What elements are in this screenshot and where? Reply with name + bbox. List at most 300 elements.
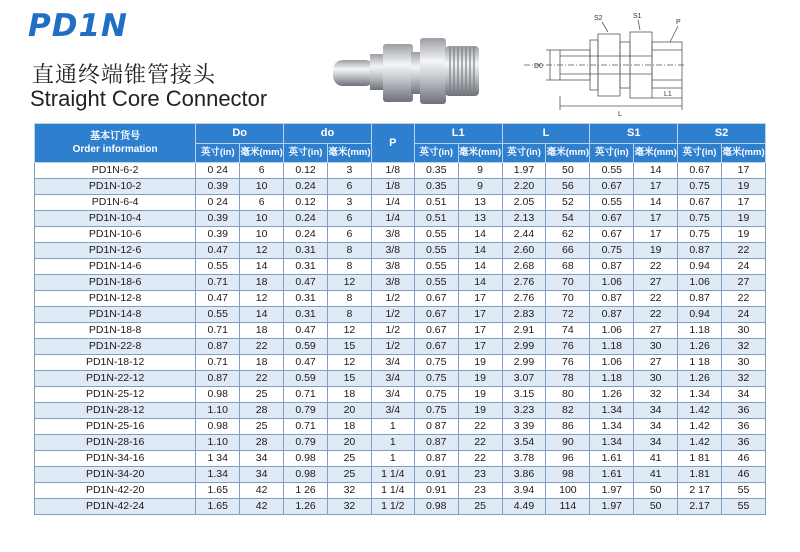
table-cell: 46 bbox=[722, 451, 766, 467]
table-cell: 13 bbox=[458, 211, 502, 227]
table-row bbox=[35, 323, 766, 339]
unit-mm: 毫米(mm) bbox=[722, 144, 766, 163]
table-cell: 3.94 bbox=[502, 483, 546, 499]
table-cell: 27 bbox=[634, 275, 678, 291]
table-cell: 3/8 bbox=[371, 259, 414, 275]
table-cell: 0.87 bbox=[678, 291, 722, 307]
table-cell: 0.87 bbox=[590, 291, 634, 307]
table-cell: 12 bbox=[240, 243, 284, 259]
table-cell: 2.17 bbox=[678, 499, 722, 515]
table-cell: 0.67 bbox=[414, 291, 458, 307]
table-cell: 76 bbox=[546, 355, 590, 371]
table-cell: 3/4 bbox=[371, 355, 414, 371]
table-cell: 1 bbox=[371, 435, 414, 451]
table-row bbox=[35, 403, 766, 419]
table-cell: 3 39 bbox=[502, 419, 546, 435]
table-cell: 74 bbox=[546, 323, 590, 339]
spec-table-body bbox=[35, 163, 766, 515]
table-cell: 28 bbox=[240, 435, 284, 451]
table-cell: 0.12 bbox=[284, 195, 328, 211]
table-row bbox=[35, 227, 766, 243]
table-cell: 17 bbox=[722, 163, 766, 179]
table-cell: 54 bbox=[546, 211, 590, 227]
table-cell: 1.26 bbox=[678, 371, 722, 387]
unit-mm: 毫米(mm) bbox=[634, 144, 678, 163]
table-cell: 0.55 bbox=[414, 259, 458, 275]
table-cell: 0.98 bbox=[196, 419, 240, 435]
table-cell: 1.18 bbox=[590, 371, 634, 387]
table-cell: 0.12 bbox=[284, 163, 328, 179]
table-cell: 1.81 bbox=[678, 467, 722, 483]
unit-mm: 毫米(mm) bbox=[458, 144, 502, 163]
order-info-cn: 基本订货号 bbox=[90, 131, 141, 142]
table-cell: 22 bbox=[634, 291, 678, 307]
table-cell: 2.44 bbox=[502, 227, 546, 243]
table-row bbox=[35, 291, 766, 307]
table-cell: 2.99 bbox=[502, 339, 546, 355]
table-row bbox=[35, 179, 766, 195]
table-cell: 30 bbox=[634, 371, 678, 387]
table-cell: 14 bbox=[634, 195, 678, 211]
product-title: PD1N bbox=[28, 8, 128, 44]
table-cell: 32 bbox=[327, 483, 371, 499]
table-cell: 0.71 bbox=[284, 419, 328, 435]
table-cell: 23 bbox=[458, 467, 502, 483]
table-cell: 8 bbox=[327, 291, 371, 307]
table-cell: 100 bbox=[546, 483, 590, 499]
table-cell: 19 bbox=[722, 179, 766, 195]
table-cell: 22 bbox=[634, 259, 678, 275]
table-cell: 1.34 bbox=[590, 435, 634, 451]
table-cell: 14 bbox=[458, 243, 502, 259]
table-cell: 12 bbox=[240, 291, 284, 307]
unit-in: 英寸(in) bbox=[590, 144, 634, 163]
table-cell: 0.51 bbox=[414, 195, 458, 211]
table-cell: 2.99 bbox=[502, 355, 546, 371]
table-cell: 22 bbox=[722, 243, 766, 259]
table-cell: 3/8 bbox=[371, 227, 414, 243]
table-cell: 15 bbox=[327, 339, 371, 355]
table-cell: 24 bbox=[722, 307, 766, 323]
table-cell: 36 bbox=[722, 435, 766, 451]
table-cell: 17 bbox=[458, 307, 502, 323]
table-cell: 28 bbox=[240, 403, 284, 419]
order-number-cell: PD1N-25-12 bbox=[35, 387, 196, 403]
table-row bbox=[35, 451, 766, 467]
table-cell: 27 bbox=[634, 355, 678, 371]
header-p: P bbox=[371, 124, 414, 163]
table-cell: 1.65 bbox=[196, 499, 240, 515]
table-cell: 0.91 bbox=[414, 483, 458, 499]
table-cell: 42 bbox=[240, 483, 284, 499]
table-cell: 0.31 bbox=[284, 307, 328, 323]
table-cell: 22 bbox=[458, 451, 502, 467]
table-cell: 0.67 bbox=[590, 179, 634, 195]
product-name-en: Straight Core Connector bbox=[30, 86, 268, 111]
order-number-cell: PD1N-34-20 bbox=[35, 467, 196, 483]
table-cell: 50 bbox=[634, 483, 678, 499]
table-cell: 1.26 bbox=[284, 499, 328, 515]
table-cell: 96 bbox=[546, 451, 590, 467]
table-cell: 0.98 bbox=[284, 467, 328, 483]
table-cell: 0.47 bbox=[196, 243, 240, 259]
order-number-cell: PD1N-10-2 bbox=[35, 179, 196, 195]
table-cell: 1 1/2 bbox=[371, 499, 414, 515]
table-cell: 22 bbox=[240, 339, 284, 355]
table-row bbox=[35, 259, 766, 275]
table-cell: 2 17 bbox=[678, 483, 722, 499]
table-cell: 0.35 bbox=[414, 163, 458, 179]
table-cell: 82 bbox=[546, 403, 590, 419]
table-cell: 13 bbox=[458, 195, 502, 211]
table-cell: 1 26 bbox=[284, 483, 328, 499]
table-cell: 41 bbox=[634, 451, 678, 467]
order-number-cell: PD1N-28-16 bbox=[35, 435, 196, 451]
table-cell: 1.42 bbox=[678, 403, 722, 419]
table-cell: 3.23 bbox=[502, 403, 546, 419]
table-cell: 1 bbox=[371, 451, 414, 467]
table-cell: 8 bbox=[327, 307, 371, 323]
table-cell: 15 bbox=[327, 371, 371, 387]
order-number-cell: PD1N-10-6 bbox=[35, 227, 196, 243]
table-cell: 18 bbox=[240, 355, 284, 371]
order-number-cell: PD1N-18-8 bbox=[35, 323, 196, 339]
table-cell: 0.98 bbox=[196, 387, 240, 403]
table-row bbox=[35, 195, 766, 211]
label-l1: L1 bbox=[664, 91, 672, 98]
table-cell: 14 bbox=[458, 259, 502, 275]
table-cell: 0.59 bbox=[284, 339, 328, 355]
table-cell: 17 bbox=[458, 291, 502, 307]
unit-in: 英寸(in) bbox=[414, 144, 458, 163]
table-cell: 3/4 bbox=[371, 387, 414, 403]
table-cell: 78 bbox=[546, 371, 590, 387]
table-cell: 0.75 bbox=[414, 387, 458, 403]
table-cell: 0.67 bbox=[590, 227, 634, 243]
table-cell: 0.79 bbox=[284, 435, 328, 451]
table-cell: 62 bbox=[546, 227, 590, 243]
table-cell: 30 bbox=[722, 323, 766, 339]
table-cell: 14 bbox=[458, 227, 502, 243]
table-cell: 2.20 bbox=[502, 179, 546, 195]
table-cell: 0.55 bbox=[414, 275, 458, 291]
table-cell: 0.75 bbox=[414, 403, 458, 419]
table-cell: 25 bbox=[327, 451, 371, 467]
table-cell: 1.42 bbox=[678, 419, 722, 435]
label-p: P bbox=[676, 19, 681, 26]
table-cell: 34 bbox=[722, 387, 766, 403]
table-cell: 1.65 bbox=[196, 483, 240, 499]
table-cell: 0.39 bbox=[196, 179, 240, 195]
table-cell: 0.75 bbox=[678, 211, 722, 227]
unit-in: 英寸(in) bbox=[502, 144, 546, 163]
table-cell: 1.34 bbox=[196, 467, 240, 483]
table-cell: 50 bbox=[634, 499, 678, 515]
order-number-cell: PD1N-42-20 bbox=[35, 483, 196, 499]
table-cell: 0.67 bbox=[414, 323, 458, 339]
table-cell: 0.24 bbox=[284, 179, 328, 195]
table-cell: 0 24 bbox=[196, 163, 240, 179]
connector-photo bbox=[325, 22, 485, 112]
table-cell: 17 bbox=[458, 323, 502, 339]
unit-mm: 毫米(mm) bbox=[240, 144, 284, 163]
header-s1: S1 bbox=[590, 124, 678, 144]
unit-in: 英寸(in) bbox=[678, 144, 722, 163]
table-cell: 1 34 bbox=[196, 451, 240, 467]
table-cell: 0.75 bbox=[590, 243, 634, 259]
table-cell: 20 bbox=[327, 403, 371, 419]
table-cell: 0.67 bbox=[678, 195, 722, 211]
table-cell: 6 bbox=[240, 195, 284, 211]
table-cell: 0.51 bbox=[414, 211, 458, 227]
table-cell: 86 bbox=[546, 419, 590, 435]
table-cell: 0.55 bbox=[590, 195, 634, 211]
table-cell: 6 bbox=[240, 163, 284, 179]
table-cell: 0.87 bbox=[196, 339, 240, 355]
table-cell: 25 bbox=[458, 499, 502, 515]
header-l: L bbox=[502, 124, 590, 144]
table-cell: 41 bbox=[634, 467, 678, 483]
table-cell: 32 bbox=[722, 339, 766, 355]
table-cell: 17 bbox=[634, 211, 678, 227]
table-cell: 70 bbox=[546, 275, 590, 291]
unit-mm: 毫米(mm) bbox=[546, 144, 590, 163]
table-cell: 34 bbox=[240, 467, 284, 483]
order-number-cell: PD1N-42-24 bbox=[35, 499, 196, 515]
table-cell: 19 bbox=[458, 371, 502, 387]
table-cell: 9 bbox=[458, 179, 502, 195]
table-cell: 12 bbox=[327, 275, 371, 291]
table-cell: 34 bbox=[634, 403, 678, 419]
table-row bbox=[35, 275, 766, 291]
table-cell: 1.42 bbox=[678, 435, 722, 451]
table-cell: 34 bbox=[634, 435, 678, 451]
table-cell: 18 bbox=[240, 323, 284, 339]
table-cell: 30 bbox=[634, 339, 678, 355]
table-cell: 6 bbox=[327, 179, 371, 195]
product-name-cn: 直通终端锥管接头 bbox=[32, 63, 217, 88]
table-cell: 55 bbox=[722, 499, 766, 515]
table-row bbox=[35, 499, 766, 515]
dimension-drawing bbox=[520, 10, 690, 120]
table-cell: 0.59 bbox=[284, 371, 328, 387]
order-number-cell: PD1N-6-4 bbox=[35, 195, 196, 211]
table-cell: 1.06 bbox=[678, 275, 722, 291]
table-cell: 3/8 bbox=[371, 243, 414, 259]
table-cell: 114 bbox=[546, 499, 590, 515]
table-cell: 32 bbox=[634, 387, 678, 403]
table-cell: 1.97 bbox=[590, 483, 634, 499]
table-cell: 0.87 bbox=[414, 435, 458, 451]
table-cell: 1 1/4 bbox=[371, 467, 414, 483]
table-cell: 1/8 bbox=[371, 179, 414, 195]
table-cell: 0.75 bbox=[678, 227, 722, 243]
table-cell: 32 bbox=[327, 499, 371, 515]
order-number-cell: PD1N-18-6 bbox=[35, 275, 196, 291]
table-cell: 2.05 bbox=[502, 195, 546, 211]
table-cell: 0.55 bbox=[414, 227, 458, 243]
table-cell: 90 bbox=[546, 435, 590, 451]
table-cell: 9 bbox=[458, 163, 502, 179]
table-cell: 19 bbox=[722, 211, 766, 227]
order-number-cell: PD1N-25-16 bbox=[35, 419, 196, 435]
order-number-cell: PD1N-22-8 bbox=[35, 339, 196, 355]
table-cell: 19 bbox=[634, 243, 678, 259]
order-info-en: Order information bbox=[72, 144, 158, 155]
table-cell: 2.68 bbox=[502, 259, 546, 275]
table-cell: 1 81 bbox=[678, 451, 722, 467]
table-cell: 0.75 bbox=[414, 355, 458, 371]
table-cell: 32 bbox=[722, 371, 766, 387]
label-s1: S1 bbox=[633, 13, 642, 20]
table-cell: 36 bbox=[722, 403, 766, 419]
table-cell: 1.26 bbox=[678, 339, 722, 355]
table-row bbox=[35, 355, 766, 371]
table-cell: 24 bbox=[722, 259, 766, 275]
table-cell: 22 bbox=[634, 307, 678, 323]
table-cell: 17 bbox=[634, 227, 678, 243]
unit-in: 英寸(in) bbox=[196, 144, 240, 163]
table-cell: 3.86 bbox=[502, 467, 546, 483]
table-cell: 0.87 bbox=[196, 371, 240, 387]
table-cell: 22 bbox=[722, 291, 766, 307]
table-cell: 1.18 bbox=[590, 339, 634, 355]
table-cell: 17 bbox=[634, 179, 678, 195]
table-cell: 70 bbox=[546, 291, 590, 307]
table-cell: 22 bbox=[458, 419, 502, 435]
table-cell: 22 bbox=[458, 435, 502, 451]
table-cell: 0.47 bbox=[196, 291, 240, 307]
table-cell: 14 bbox=[240, 259, 284, 275]
order-info-header bbox=[35, 124, 196, 163]
order-number-cell: PD1N-10-4 bbox=[35, 211, 196, 227]
table-cell: 0.67 bbox=[414, 339, 458, 355]
table-cell: 18 bbox=[240, 275, 284, 291]
table-cell: 22 bbox=[240, 371, 284, 387]
table-cell: 0.87 bbox=[590, 307, 634, 323]
table-cell: 27 bbox=[722, 275, 766, 291]
table-cell: 72 bbox=[546, 307, 590, 323]
table-cell: 0.55 bbox=[196, 307, 240, 323]
table-row bbox=[35, 419, 766, 435]
table-cell: 19 bbox=[458, 403, 502, 419]
unit-in: 英寸(in) bbox=[284, 144, 328, 163]
table-cell: 0.35 bbox=[414, 179, 458, 195]
table-cell: 3.07 bbox=[502, 371, 546, 387]
table-cell: 10 bbox=[240, 211, 284, 227]
order-number-cell: PD1N-28-12 bbox=[35, 403, 196, 419]
table-cell: 1.34 bbox=[590, 403, 634, 419]
table-cell: 0.55 bbox=[590, 163, 634, 179]
table-cell: 34 bbox=[634, 419, 678, 435]
table-cell: 1.10 bbox=[196, 403, 240, 419]
table-cell: 18 bbox=[327, 387, 371, 403]
unit-mm: 毫米(mm) bbox=[327, 144, 371, 163]
table-cell: 76 bbox=[546, 339, 590, 355]
order-number-cell: PD1N-22-12 bbox=[35, 371, 196, 387]
table-cell: 0.67 bbox=[590, 211, 634, 227]
table-cell: 1/4 bbox=[371, 211, 414, 227]
table-cell: 2.60 bbox=[502, 243, 546, 259]
table-row bbox=[35, 243, 766, 259]
table-cell: 1.06 bbox=[590, 275, 634, 291]
table-cell: 0.71 bbox=[196, 323, 240, 339]
table-cell: 1.97 bbox=[590, 499, 634, 515]
table-cell: 50 bbox=[546, 163, 590, 179]
table-cell: 0.94 bbox=[678, 259, 722, 275]
table-cell: 12 bbox=[327, 355, 371, 371]
table-cell: 0.71 bbox=[196, 275, 240, 291]
table-cell: 36 bbox=[722, 419, 766, 435]
table-cell: 0.87 bbox=[678, 243, 722, 259]
table-cell: 46 bbox=[722, 467, 766, 483]
table-cell: 8 bbox=[327, 243, 371, 259]
spec-table bbox=[34, 123, 766, 515]
table-cell: 17 bbox=[458, 339, 502, 355]
header-do-outer: Do bbox=[196, 124, 284, 144]
table-row bbox=[35, 163, 766, 179]
table-cell: 6 bbox=[327, 227, 371, 243]
table-cell: 19 bbox=[458, 387, 502, 403]
table-cell: 0.47 bbox=[284, 323, 328, 339]
table-cell: 0.71 bbox=[196, 355, 240, 371]
table-cell: 0.31 bbox=[284, 243, 328, 259]
table-row bbox=[35, 211, 766, 227]
order-number-cell: PD1N-12-6 bbox=[35, 243, 196, 259]
order-number-cell: PD1N-14-6 bbox=[35, 259, 196, 275]
order-number-cell: PD1N-34-16 bbox=[35, 451, 196, 467]
table-cell: 25 bbox=[327, 467, 371, 483]
table-cell: 1/4 bbox=[371, 195, 414, 211]
table-cell: 1/2 bbox=[371, 307, 414, 323]
table-row bbox=[35, 307, 766, 323]
order-number-cell: PD1N-14-8 bbox=[35, 307, 196, 323]
table-cell: 1.61 bbox=[590, 451, 634, 467]
table-cell: 20 bbox=[327, 435, 371, 451]
table-cell: 0.87 bbox=[414, 451, 458, 467]
table-cell: 25 bbox=[240, 419, 284, 435]
label-d0: D0 bbox=[534, 63, 543, 70]
table-cell: 52 bbox=[546, 195, 590, 211]
table-cell: 0.47 bbox=[284, 275, 328, 291]
table-cell: 14 bbox=[634, 163, 678, 179]
table-cell: 2.76 bbox=[502, 275, 546, 291]
table-cell: 0.71 bbox=[284, 387, 328, 403]
header-s2: S2 bbox=[678, 124, 766, 144]
table-cell: 1.34 bbox=[678, 387, 722, 403]
table-cell: 0.75 bbox=[414, 371, 458, 387]
table-cell: 10 bbox=[240, 179, 284, 195]
table-cell: 2.76 bbox=[502, 291, 546, 307]
table-cell: 0.67 bbox=[414, 307, 458, 323]
table-cell: 18 bbox=[327, 419, 371, 435]
table-cell: 3/4 bbox=[371, 403, 414, 419]
table-row bbox=[35, 467, 766, 483]
table-row bbox=[35, 371, 766, 387]
table-cell: 1 1/4 bbox=[371, 483, 414, 499]
table-cell: 14 bbox=[458, 275, 502, 291]
table-cell: 0.87 bbox=[590, 259, 634, 275]
table-cell: 1.97 bbox=[502, 163, 546, 179]
table-cell: 1.10 bbox=[196, 435, 240, 451]
table-cell: 10 bbox=[240, 227, 284, 243]
table-cell: 55 bbox=[722, 483, 766, 499]
table-cell: 1.06 bbox=[590, 323, 634, 339]
table-cell: 1.06 bbox=[590, 355, 634, 371]
table-row bbox=[35, 339, 766, 355]
table-cell: 98 bbox=[546, 467, 590, 483]
table-cell: 0.55 bbox=[196, 259, 240, 275]
